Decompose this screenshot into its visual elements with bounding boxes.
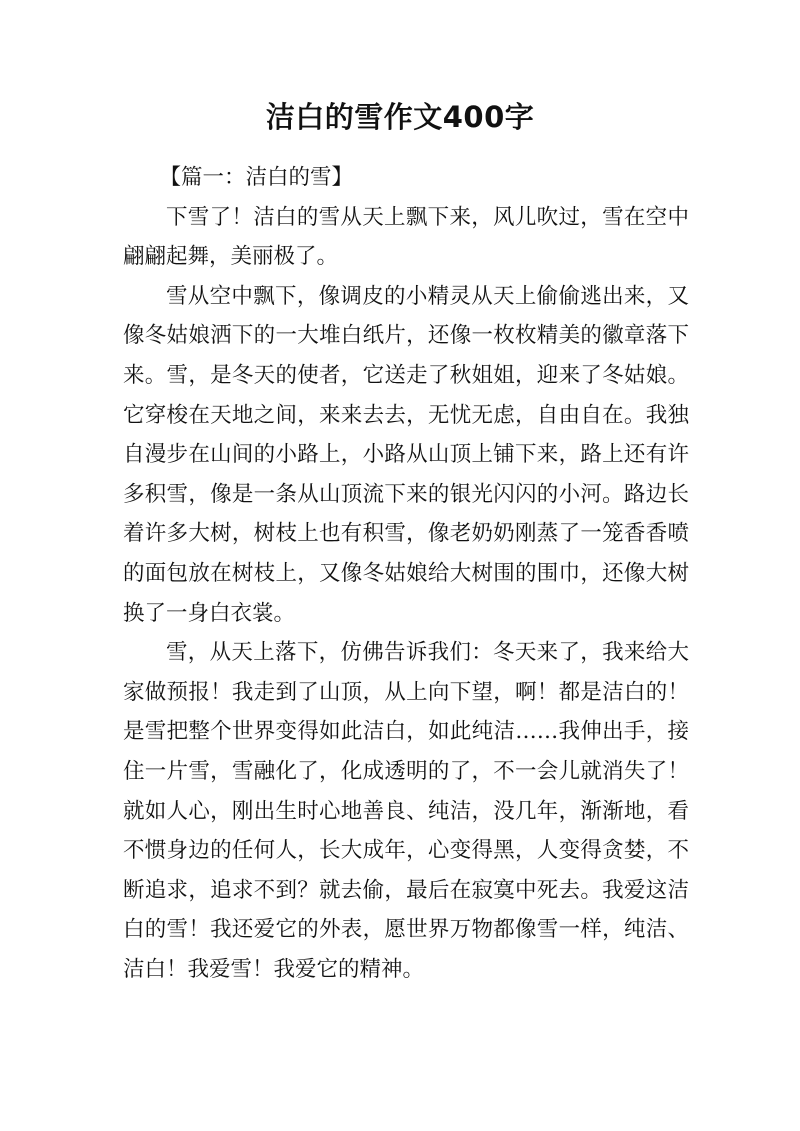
- section-heading: 【篇一：洁白的雪】: [159, 165, 354, 190]
- document-title: 洁白的雪作文400字: [265, 100, 535, 134]
- paragraph-2: 雪从空中飘下，像调皮的小精灵从天上偷偷逃出来，又像冬姑娘洒下的一大堆白纸片，还像一枚枚精美的徽章落下来。雪，是冬天的使者，它送走了秋姐姐，迎来了冬姑娘。它穿梭在天地之间，来来去去，无忧无虑，自由自在。我独自漫步在山间的小路上，小路从山顶上铺下来，路上还有许多积雪，像是一条从山顶流下来的银光闪闪的小河。路边长着许多大树，树枝上也有积雪，像老奶奶刚蒸了一笼香香喷的面包放在树枝上，又像冬姑娘给大树围的围巾，还像大树换了一身白衣裳。: [123, 283, 689, 626]
- paragraph-3: 雪，从天上落下，仿佛告诉我们：冬天来了，我来给大家做预报！我走到了山顶，从上向下望，啊！都是洁白的！是雪把整个世界变得如此洁白，如此纯洁……我伸出手，接住一片雪，雪融化了，化成透明的了，不一会儿就消失了！就如人心，刚出生时心地善良、纯洁，没几年，渐渐地，看不惯身边的任何人，长大成年，心变得黑，人变得贪婪，不断追求，追求不到？就去偷，最后在寂寞中死去。我爱这洁白的雪！我还爱它的外表，愿世界万物都像雪一样，纯洁、洁白！我爱雪！我爱它的精神。: [123, 640, 689, 982]
- document-body: [123, 158, 689, 989]
- paragraph-1: 下雪了！洁白的雪从天上飘下来，风儿吹过，雪在空中翩翩起舞，美丽极了。: [123, 204, 689, 270]
